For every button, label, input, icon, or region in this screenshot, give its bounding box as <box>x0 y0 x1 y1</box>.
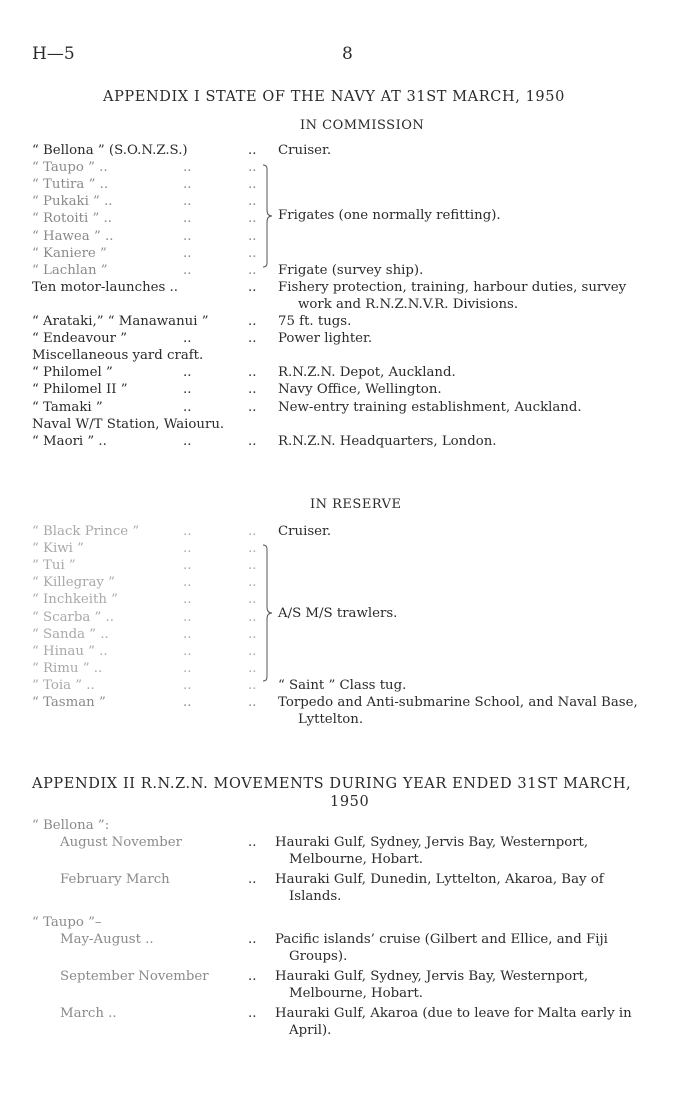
ship-name: “ Rotoiti ” .. <box>32 211 112 227</box>
movement-period: February March <box>60 872 170 887</box>
leader-dots: .. <box>183 558 192 574</box>
ship-description: Power lighter. <box>278 331 373 347</box>
ship-name: “ Scarba ” .. <box>32 609 115 625</box>
leader-dots: .. <box>183 677 192 693</box>
frigates-brace <box>262 164 274 268</box>
leader-dots: .. <box>248 558 257 574</box>
appendix-2-title-line1: APPENDIX II R.N.Z.N. MOVEMENTS DURING YEAR ENDED 31ST MARCH, <box>32 776 632 792</box>
leader-dots: .. <box>248 660 257 676</box>
ship-description: Cruiser. <box>278 524 332 539</box>
ship-name: “ Kaniere ” <box>32 245 107 261</box>
ship-description: Cruiser. <box>278 143 332 158</box>
ship-name: “ Arataki,” “ Manawanui ” <box>32 314 209 329</box>
ship-name: “ Tui ” <box>32 558 76 574</box>
leader-dots: .. <box>248 279 257 295</box>
in-reserve-heading: IN RESERVE <box>310 497 402 512</box>
leader-dots: .. <box>183 575 192 591</box>
ship-name: “ Tasman ” <box>32 695 106 710</box>
leader-dots: .. <box>248 872 257 887</box>
in-commission-heading: IN COMMISSION <box>300 118 425 133</box>
movement-route-continued: Islands. <box>289 889 342 904</box>
leader-dots: .. <box>248 382 257 398</box>
leader-dots: .. <box>248 365 257 381</box>
ship-name: “ Philomel II ” <box>32 382 128 398</box>
leader-dots: .. <box>248 314 257 329</box>
leader-dots: .. <box>248 626 257 642</box>
movement-route-continued: Groups). <box>289 949 348 964</box>
ship-name: Ten motor-launches .. <box>32 279 178 295</box>
leader-dots: .. <box>183 695 192 710</box>
ship-name: “ Inchkeith ” <box>32 592 118 608</box>
leader-dots: .. <box>183 331 192 347</box>
ship-name: “ Toia ” .. <box>32 677 95 693</box>
movement-period: September November <box>60 969 209 984</box>
leader-dots: .. <box>248 677 257 693</box>
ship-name: “ Maori ” .. <box>32 433 107 449</box>
leader-dots: .. <box>248 609 257 625</box>
leader-dots: .. <box>248 228 257 244</box>
leader-dots: .. <box>183 643 192 659</box>
leader-dots: .. <box>248 177 257 193</box>
appendix-1-title: APPENDIX I STATE OF THE NAVY AT 31ST MARCH, 1950 <box>103 89 565 105</box>
leader-dots: .. <box>248 143 257 158</box>
ship-name: “ Kiwi ” <box>32 541 84 557</box>
movement-route: Hauraki Gulf, Akaroa (due to leave for Malta early in <box>275 1006 632 1021</box>
ship-name: “ Killegray ” <box>32 575 115 591</box>
leader-dots: .. <box>183 382 192 398</box>
movement-route: Pacific islands’ cruise (Gilbert and Ellice, and Fiji <box>275 932 608 947</box>
leader-dots: .. <box>248 643 257 659</box>
ship-description: Lyttelton. <box>298 712 364 728</box>
leader-dots: .. <box>183 245 192 261</box>
leader-dots: .. <box>183 211 192 227</box>
trawlers-group-label: A/S M/S trawlers. <box>278 606 398 621</box>
leader-dots: .. <box>248 695 257 710</box>
movement-route: Hauraki Gulf, Sydney, Jervis Bay, Westernport, <box>275 835 589 850</box>
ship-description: Torpedo and Anti-submarine School, and Naval Base, <box>278 695 638 710</box>
leader-dots: .. <box>248 835 257 850</box>
leader-dots: .. <box>248 541 257 557</box>
document-reference: H—5 <box>32 44 75 64</box>
leader-dots: .. <box>248 592 257 608</box>
leader-dots: .. <box>183 609 192 625</box>
ship-name: “ Rimu ” .. <box>32 660 103 676</box>
movement-route-continued: Melbourne, Hobart. <box>289 986 424 1001</box>
leader-dots: .. <box>248 575 257 591</box>
ship-name: Naval W/T Station, Waiouru. <box>32 416 225 432</box>
movement-route: Hauraki Gulf, Dunedin, Lyttelton, Akaroa, Bay of <box>275 872 604 887</box>
leader-dots: .. <box>248 160 257 176</box>
movement-ship-name: “ Bellona ”: <box>32 818 110 833</box>
movement-period: August November <box>60 835 183 850</box>
leader-dots: .. <box>183 365 192 381</box>
leader-dots: .. <box>183 660 192 676</box>
ship-name: “ Lachlan ” <box>32 262 108 278</box>
leader-dots: .. <box>248 245 257 261</box>
leader-dots: .. <box>248 969 257 984</box>
ship-description: R.N.Z.N. Depot, Auckland. <box>278 365 456 381</box>
ship-description: Frigate (survey ship). <box>278 262 424 278</box>
leader-dots: .. <box>183 626 192 642</box>
ship-name: “ Pukaki ” .. <box>32 194 113 210</box>
ship-name: “ Endeavour ” <box>32 331 128 347</box>
movement-ship-name: “ Taupo ”– <box>32 915 102 930</box>
ship-description: New-entry training establishment, Auckland. <box>278 399 582 415</box>
frigates-group-label: Frigates (one normally refitting). <box>278 208 501 223</box>
leader-dots: .. <box>183 160 192 176</box>
ship-name: “ Black Prince ” <box>32 524 140 539</box>
page-number: 8 <box>342 44 353 64</box>
movement-period: May-August .. <box>60 932 154 947</box>
leader-dots: .. <box>248 262 257 278</box>
leader-dots: .. <box>248 433 257 449</box>
ship-description: Fishery protection, training, harbour duties, survey <box>278 279 627 295</box>
leader-dots: .. <box>248 399 257 415</box>
leader-dots: .. <box>183 177 192 193</box>
ship-description: R.N.Z.N. Headquarters, London. <box>278 433 497 449</box>
leader-dots: .. <box>248 331 257 347</box>
ship-name: “ Hawea ” .. <box>32 228 114 244</box>
leader-dots: .. <box>183 592 192 608</box>
leader-dots: .. <box>248 932 257 947</box>
ship-name: “ Taupo ” .. <box>32 160 108 176</box>
leader-dots: .. <box>248 211 257 227</box>
leader-dots: .. <box>183 262 192 278</box>
leader-dots: .. <box>183 433 192 449</box>
ship-description: “ Saint ” Class tug. <box>278 677 407 693</box>
leader-dots: .. <box>183 228 192 244</box>
leader-dots: .. <box>183 541 192 557</box>
leader-dots: .. <box>248 1006 257 1021</box>
movement-route-continued: Melbourne, Hobart. <box>289 852 424 867</box>
trawlers-brace <box>262 544 274 682</box>
leader-dots: .. <box>183 524 192 539</box>
movement-period: March .. <box>60 1006 117 1021</box>
ship-description: 75 ft. tugs. <box>278 314 352 329</box>
ship-name: Miscellaneous yard craft. <box>32 348 204 364</box>
leader-dots: .. <box>248 194 257 210</box>
ship-description: work and R.N.Z.N.V.R. Divisions. <box>298 296 519 312</box>
ship-name: “ Philomel ” <box>32 365 113 381</box>
leader-dots: .. <box>183 194 192 210</box>
leader-dots: .. <box>183 399 192 415</box>
ship-name: “ Hinau ” .. <box>32 643 108 659</box>
appendix-2-title-line2: 1950 <box>330 794 370 810</box>
ship-name: “ Sanda ” .. <box>32 626 109 642</box>
movement-route: Hauraki Gulf, Sydney, Jervis Bay, Westernport, <box>275 969 589 984</box>
ship-name: “ Bellona ” (S.O.N.Z.S.) <box>32 143 188 158</box>
ship-name: “ Tamaki ” <box>32 399 103 415</box>
leader-dots: .. <box>248 524 257 539</box>
ship-name: “ Tutira ” .. <box>32 177 109 193</box>
movement-route-continued: April). <box>289 1023 332 1038</box>
ship-description: Navy Office, Wellington. <box>278 382 442 398</box>
